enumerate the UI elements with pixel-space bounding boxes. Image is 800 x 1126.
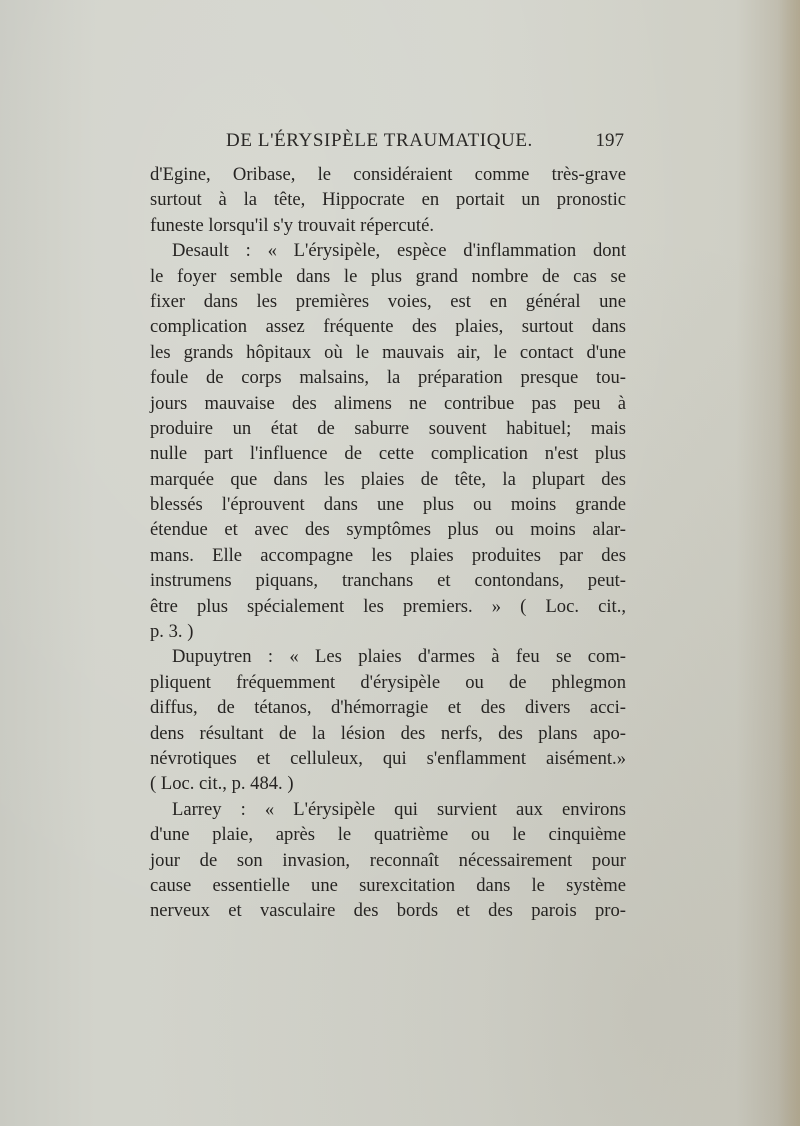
running-head	[150, 130, 626, 160]
text-line: névrotiques et celluleux, qui s'enflamment aisément.»	[150, 747, 626, 769]
text-line: funeste lorsqu'il s'y trouvait répercuté.	[150, 214, 434, 236]
text-line: nulle part l'influence de cette complication n'est plus	[150, 443, 626, 465]
text-line: complication assez fréquente des plaies, surtout dans	[150, 316, 626, 338]
text-line: diffus, de tétanos, d'hémorragie et des divers acci-	[150, 697, 626, 719]
text-line: Desault : « L'érysipèle, espèce d'inflammation dont	[172, 240, 626, 262]
text-line: ( Loc. cit., p. 484. )	[150, 773, 294, 795]
text-line: jour de son invasion, reconnaît nécessairement pour	[150, 849, 626, 871]
text-line: produire un état de saburre souvent habituel; mais	[150, 417, 626, 439]
text-line: instrumens piquans, tranchans et contondans, peut-	[150, 570, 626, 592]
text-line: Dupuytren : « Les plaies d'armes à feu se com-	[172, 646, 626, 668]
text-line: pliquent fréquemment d'érysipèle ou de phlegmon	[150, 671, 626, 693]
text-line: étendue et avec des symptômes plus ou moins alar-	[150, 519, 626, 541]
text-line: le foyer semble dans le plus grand nombre de cas se	[150, 265, 626, 287]
running-title: DE L'ÉRYSIPÈLE TRAUMATIQUE.	[226, 130, 533, 151]
text-line: être plus spécialement les premiers. » ( Loc. cit.,	[150, 595, 626, 617]
text-line: dens résultant de la lésion des nerfs, des plans apo-	[150, 722, 626, 744]
text-line: d'une plaie, après le quatrième ou le cinquième	[150, 824, 626, 846]
text-line: cause essentielle une surexcitation dans le système	[150, 874, 626, 896]
text-line: fixer dans les premières voies, est en général une	[150, 290, 626, 312]
page-edge-shadow	[778, 0, 800, 1126]
text-line: blessés l'éprouvent dans une plus ou moins grande	[150, 494, 626, 516]
text-line: Larrey : « L'érysipèle qui survient aux environs	[172, 798, 626, 820]
text-line: nerveux et vasculaire des bords et des parois pro-	[150, 900, 626, 922]
page-number: 197	[595, 130, 624, 151]
text-line: d'Egine, Oribase, le considéraient comme très-grave	[150, 164, 626, 185]
text-line: les grands hôpitaux où le mauvais air, le contact d'une	[150, 341, 626, 363]
text-line: surtout à la tête, Hippocrate en portait un pronostic	[150, 189, 626, 211]
text-line: mans. Elle accompagne les plaies produites par des	[150, 544, 626, 566]
text-line: marquée que dans les plaies de tête, la plupart des	[150, 468, 626, 490]
text-line: p. 3. )	[150, 621, 194, 643]
text-line: foule de corps malsains, la préparation presque tou-	[150, 367, 626, 389]
body-text	[150, 162, 626, 924]
text-line: jours mauvaise des alimens ne contribue pas peu à	[150, 392, 626, 414]
